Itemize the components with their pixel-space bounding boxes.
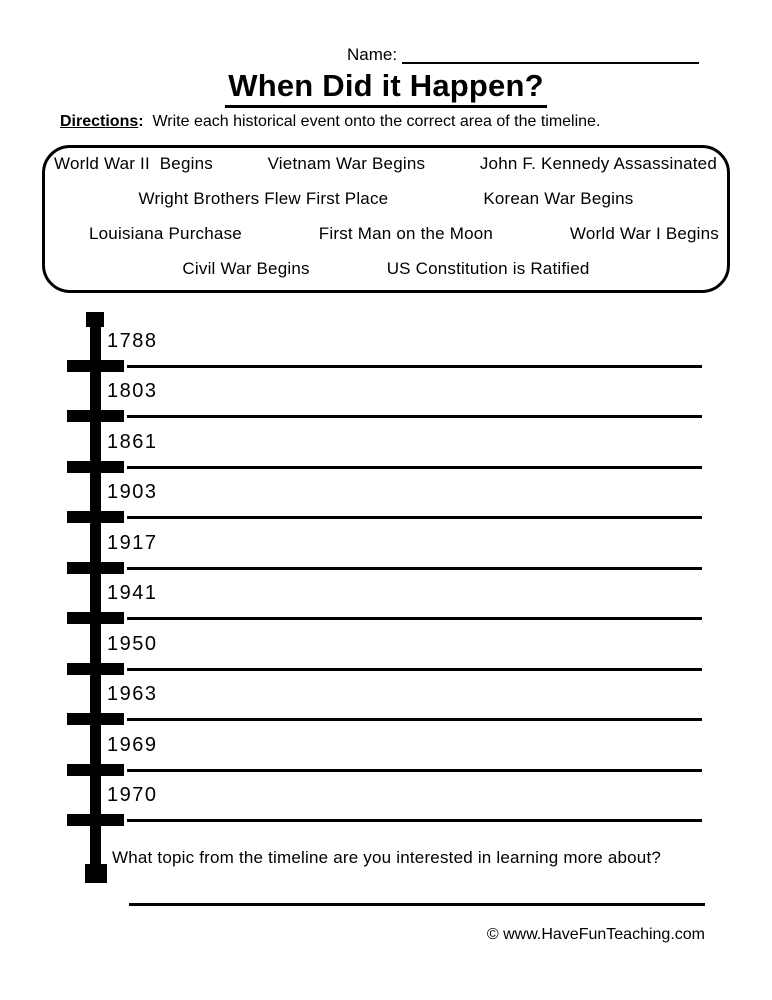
timeline-writing-line[interactable] [127,668,702,671]
word-bank-box [42,145,730,293]
word-bank-item: Civil War Begins [182,259,310,278]
timeline-year-label: 1950 [107,633,158,655]
timeline-year-label: 1903 [107,481,158,503]
timeline-year-label: 1788 [107,330,158,352]
directions-text: Write each historical event onto the correct area of the timeline. [143,113,601,130]
timeline-tick [67,764,124,776]
timeline-year-label: 1941 [107,582,158,604]
name-blank-line[interactable] [402,62,699,64]
timeline-tick [67,713,124,725]
timeline-tick [67,360,124,372]
title-row [0,68,772,108]
timeline-writing-line[interactable] [127,365,702,368]
page-title: When Did it Happen? [225,68,547,108]
directions [60,113,600,131]
word-bank-item: Vietnam War Begins [267,154,426,173]
timeline-year-label: 1970 [107,784,158,806]
name-label: Name: [347,45,398,64]
timeline-writing-line[interactable] [127,415,702,418]
timeline-writing-line[interactable] [127,769,702,772]
word-bank-item: US Constitution is Ratified [386,259,590,278]
word-bank-item: John F. Kennedy Assassinated [479,154,717,173]
word-bank-row [45,224,727,244]
word-bank-row [45,189,727,209]
timeline-vertical-bar [90,314,101,870]
footer-copyright: © www.HaveFunTeaching.com [486,926,705,943]
word-bank-item: Korean War Begins [483,189,634,208]
timeline-writing-line[interactable] [127,516,702,519]
timeline-writing-line[interactable] [127,466,702,469]
timeline-tick [67,663,124,675]
timeline-writing-line[interactable] [127,617,702,620]
timeline-year-label: 1861 [107,431,158,453]
timeline-writing-line[interactable] [127,819,702,822]
timeline-writing-line[interactable] [127,718,702,721]
timeline-tick [67,511,124,523]
word-bank-item: Wright Brothers Flew First Place [138,189,389,208]
timeline-year-label: 1917 [107,532,158,554]
timeline-year-label: 1969 [107,734,158,756]
question-text: What topic from the timeline are you interested in learning more about? [112,848,662,867]
timeline-year-label: 1963 [107,683,158,705]
timeline-year-label: 1803 [107,380,158,402]
word-bank-item: First Man on the Moon [318,224,494,243]
timeline-writing-line[interactable] [127,567,702,570]
timeline-bottom-cap [85,864,107,883]
timeline-tick [67,410,124,422]
word-bank-item: Louisiana Purchase [89,224,242,243]
timeline-tick [67,562,124,574]
word-bank-row [45,259,727,279]
timeline-tick [67,461,124,473]
timeline-tick [67,612,124,624]
timeline-tick [67,814,124,826]
word-bank-item: World War II Begins [54,154,213,173]
word-bank-row [45,154,727,174]
directions-colon: : [138,113,144,130]
answer-blank-line[interactable] [129,903,705,906]
directions-label: Directions [60,113,139,130]
word-bank-item: World War I Begins [569,224,719,243]
